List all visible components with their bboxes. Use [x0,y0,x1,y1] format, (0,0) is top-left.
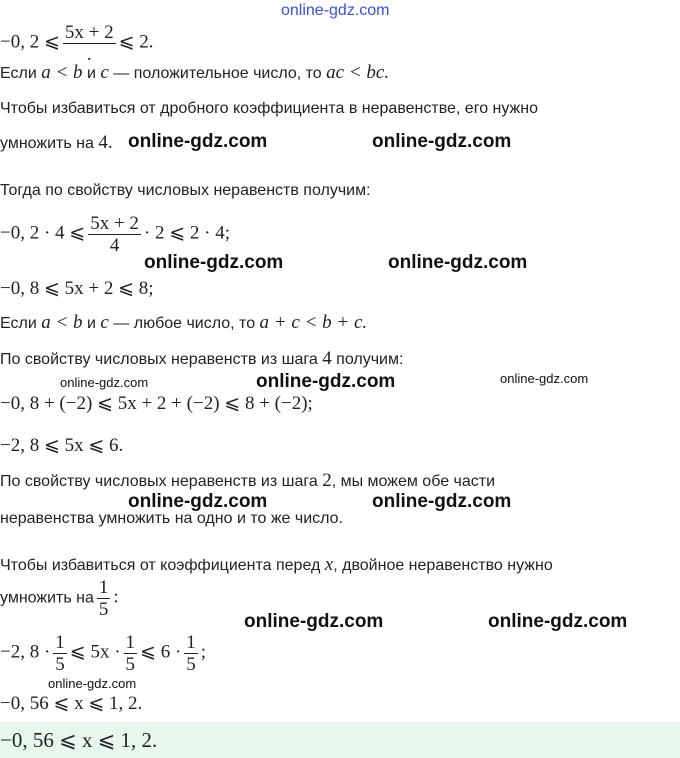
watermark: online-gdz.com [60,375,149,390]
explanation-text: По свойству числовых неравенств из шага 2, мы можем обе части [0,470,496,491]
watermark: online-gdz.com [128,131,268,152]
inequality-original: −0, 2 ⩽ $\frac{5x + 2}{.}$ ⩽ 2. [0,22,154,65]
watermark: online-gdz.com [372,491,512,512]
fraction: $\frac{1}{5}$ [55,632,65,675]
watermark: online-gdz.com [144,252,284,273]
inequality-step: −2, 8 · $\frac{1}{5}$ ⩽ 5x · $\frac{1}{5}$ ⩽ 6 · $\frac{1}{5}$ ; [0,632,207,675]
watermark: online-gdz.com [281,2,390,19]
explanation-text: умножить на 4. [0,132,113,153]
explanation-text: Чтобы избавиться от коэффициента перед x, двойное неравенство нужно [0,554,553,575]
watermark: online-gdz.com [388,252,528,273]
explanation-text: умножить на $\frac{1}{5}$ : [0,577,119,620]
watermark: online-gdz.com [372,131,512,152]
explanation-text: Чтобы избавиться от дробного коэффициента в неравенстве, его нужно [0,100,538,117]
explanation-text: Тогда по свойству числовых неравенств получим: [0,182,371,199]
explanation-text: По свойству числовых неравенств из шага 4 получим: [0,348,404,369]
watermark: online-gdz.com [128,491,268,512]
answer-text: −0, 56 ⩽ x ⩽ 1, 2. [0,728,158,752]
answer-box [0,722,680,758]
watermark: online-gdz.com [244,611,384,632]
inequality-step: −0, 8 + (−2) ⩽ 5x + 2 + (−2) ⩽ 8 + (−2); [0,393,313,414]
inequality-step: −2, 8 ⩽ 5x ⩽ 6. [0,435,124,456]
fraction: $\frac{1}{5}$ [98,577,109,620]
fraction: $\frac{1}{5}$ [125,632,136,675]
fraction: $\frac{5x + 2}{.}$ [64,22,114,65]
fraction: $\frac{1}{5}$ [186,632,196,675]
fraction: $\frac{5x + 2}{4}$ [90,213,139,256]
explanation-text: неравенства умножить на одно и то же число. [0,510,343,527]
rule-text: Если a < b и c — положительное число, то ac < bc. [0,62,390,83]
inequality-step: −0, 2 · 4 ⩽ $\frac{5x + 2}{4}$ · 2 ⩽ 2 · 4; [0,213,231,256]
watermark: online-gdz.com [48,676,137,691]
watermark: online-gdz.com [500,371,589,386]
inequality-step: −0, 56 ⩽ x ⩽ 1, 2. [0,693,143,714]
rule-text: Если a < b и c — любое число, то a + c < b + c. [0,312,368,333]
watermark: online-gdz.com [488,611,628,632]
inequality-step: −0, 8 ⩽ 5x + 2 ⩽ 8; [0,278,154,299]
watermark: online-gdz.com [256,371,396,392]
